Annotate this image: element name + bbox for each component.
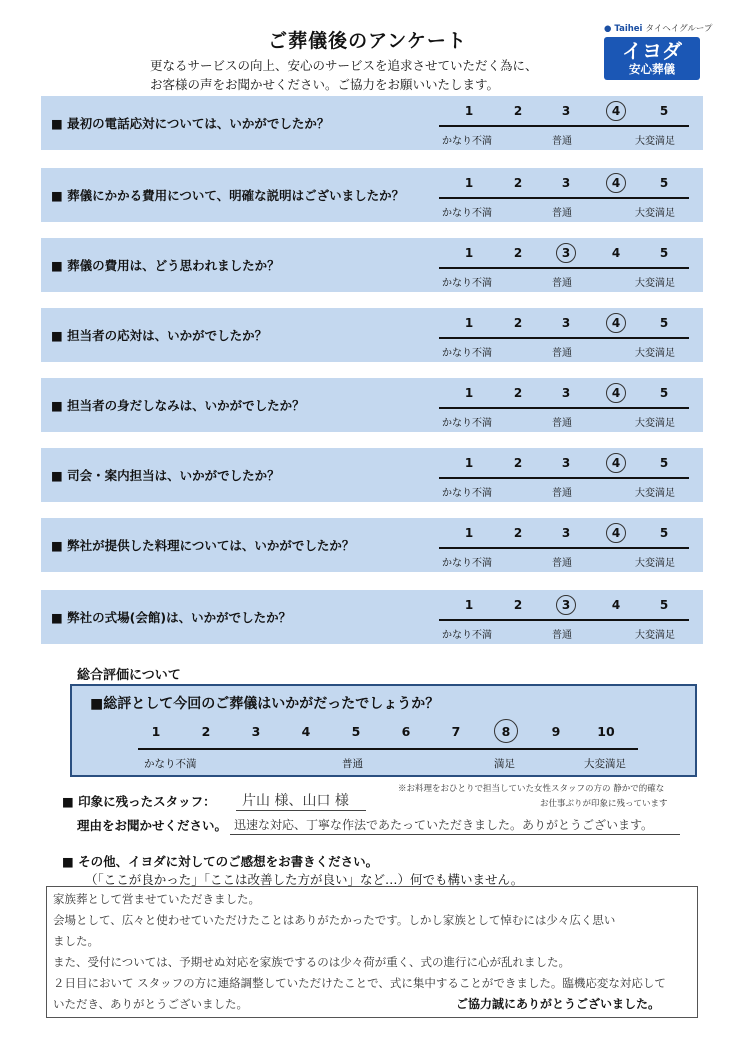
overall-option-5[interactable]: 5 — [351, 724, 361, 739]
comment-line: また、受付については、予期せぬ対応を家族でするのは少々荷が重く、式の進行に心が乱れました。 — [53, 955, 571, 969]
rating-scale — [439, 378, 689, 432]
intro-line-2: お客様の声をお聞かせください。ご協力をお願いいたします。 — [150, 77, 500, 92]
rating-option-5[interactable]: 5 — [659, 526, 669, 540]
scale-line — [439, 125, 689, 127]
question-text: ■ 担当者の身だしなみは、いかがでしたか？ — [51, 398, 305, 413]
page-title: ご葬儀後のアンケート — [268, 30, 467, 52]
scale-line — [439, 197, 689, 199]
selected-circle-icon — [606, 453, 626, 473]
question-text: ■ 葬儀の費用は、どう思われましたか？ — [51, 258, 280, 273]
question-row — [41, 448, 703, 502]
rating-option-3[interactable]: 3 — [561, 598, 571, 612]
intro-line-1: 更なるサービスの向上、安心のサービスを追求させていただく為に、 — [150, 58, 538, 73]
scale-label-low: かなり不満 — [442, 136, 492, 147]
question-row — [41, 518, 703, 572]
brand-sub: 安心葬儀 — [629, 62, 675, 76]
rating-scale — [439, 448, 689, 502]
rating-option-1[interactable]: 1 — [464, 246, 474, 260]
rating-option-4[interactable]: 4 — [611, 598, 621, 612]
rating-option-4[interactable]: 4 — [611, 104, 621, 118]
rating-option-5[interactable]: 5 — [659, 598, 669, 612]
scale-label-mid: 普通 — [552, 348, 572, 359]
rating-option-4[interactable]: 4 — [611, 176, 621, 190]
question-row — [41, 378, 703, 432]
scale-line — [439, 619, 689, 621]
rating-option-2[interactable]: 2 — [513, 104, 523, 118]
overall-option-6[interactable]: 6 — [401, 724, 411, 739]
rating-option-3[interactable]: 3 — [561, 456, 571, 470]
scale-line — [439, 477, 689, 479]
rating-option-2[interactable]: 2 — [513, 246, 523, 260]
rating-scale — [439, 590, 689, 644]
scale-label-high: 大変満足 — [635, 278, 675, 289]
rating-option-5[interactable]: 5 — [659, 176, 669, 190]
question-row — [41, 96, 703, 150]
rating-option-1[interactable]: 1 — [464, 104, 474, 118]
selected-circle-icon — [606, 523, 626, 543]
scale-line — [439, 267, 689, 269]
taihei-logo-icon: ● — [604, 24, 612, 34]
question-row — [41, 590, 703, 644]
question-text: ■ 最初の電話応対については、いかがでしたか？ — [51, 116, 330, 131]
rating-scale — [439, 96, 689, 150]
selected-circle-icon — [606, 383, 626, 403]
comment-line: 会場として、広々と使わせていただけたことはありがたかったです。しかし家族として悼むには少々広く思い — [53, 913, 616, 927]
scale-label-mid: 普通 — [552, 488, 572, 499]
rating-scale — [439, 168, 689, 222]
overall-label-high: 大変満足 — [584, 758, 626, 770]
scale-label-low: かなり不満 — [442, 278, 492, 289]
overall-option-3[interactable]: 3 — [251, 724, 261, 739]
scale-line — [439, 547, 689, 549]
scale-label-mid: 普通 — [552, 630, 572, 641]
staff-underline — [236, 810, 366, 811]
scale-label-low: かなり不満 — [442, 208, 492, 219]
selected-circle-icon — [606, 173, 626, 193]
scale-line — [439, 337, 689, 339]
rating-option-3[interactable]: 3 — [561, 246, 571, 260]
comments-label: ■ その他、イヨダに対してのご感想をお書きください。 — [62, 854, 379, 869]
rating-option-2[interactable]: 2 — [513, 598, 523, 612]
rating-option-1[interactable]: 1 — [464, 176, 474, 190]
overall-option-10[interactable]: 10 — [597, 724, 615, 739]
brand-badge — [604, 37, 700, 80]
brand-logo — [604, 22, 713, 80]
overall-label-low: かなり不満 — [144, 758, 197, 770]
rating-option-5[interactable]: 5 — [659, 104, 669, 118]
question-text: ■ 葬儀にかかる費用について、明確な説明はございましたか？ — [51, 188, 405, 203]
rating-option-3[interactable]: 3 — [561, 316, 571, 330]
question-row — [41, 168, 703, 222]
overall-label-mid: 普通 — [342, 758, 363, 770]
rating-scale — [439, 308, 689, 362]
overall-scale-line — [138, 748, 638, 750]
staff-note-line-2: お仕事ぶりが印象に残っています — [540, 799, 668, 809]
selected-circle-icon — [494, 719, 518, 743]
rating-option-2[interactable]: 2 — [513, 316, 523, 330]
selected-circle-icon — [556, 595, 576, 615]
scale-label-low: かなり不満 — [442, 348, 492, 359]
rating-option-5[interactable]: 5 — [659, 316, 669, 330]
reason-underline — [230, 834, 680, 835]
question-text: ■ 弊社が提供した料理については、いかがでしたか？ — [51, 538, 355, 553]
rating-option-3[interactable]: 3 — [561, 386, 571, 400]
comment-line: ました。 — [53, 934, 99, 948]
rating-option-3[interactable]: 3 — [561, 176, 571, 190]
intro-text — [150, 56, 590, 94]
selected-circle-icon — [556, 243, 576, 263]
overall-box — [70, 684, 697, 777]
scale-label-high: 大変満足 — [635, 630, 675, 641]
rating-option-1[interactable]: 1 — [464, 526, 474, 540]
scale-label-mid: 普通 — [552, 558, 572, 569]
overall-question: ■総評として今回のご葬儀はいかがだったでしょうか？ — [90, 696, 440, 712]
brand-group: ● Taihei タイヘイグループ — [604, 24, 713, 34]
overall-option-9[interactable]: 9 — [551, 724, 561, 739]
question-text: ■ 司会・案内担当は、いかがでしたか？ — [51, 468, 280, 483]
scale-label-high: 大変満足 — [635, 348, 675, 359]
question-row — [41, 308, 703, 362]
scale-label-low: かなり不満 — [442, 418, 492, 429]
comments-hint: （「ここが良かった」「ここは改善した方が良い」など…）何でも構いません。 — [85, 872, 524, 887]
scale-label-low: かなり不満 — [442, 630, 492, 641]
rating-option-4[interactable]: 4 — [611, 316, 621, 330]
overall-option-1[interactable]: 1 — [151, 724, 161, 739]
selected-circle-icon — [606, 101, 626, 121]
rating-option-4[interactable]: 4 — [611, 386, 621, 400]
scale-label-mid: 普通 — [552, 418, 572, 429]
overall-option-2[interactable]: 2 — [201, 724, 211, 739]
rating-option-1[interactable]: 1 — [464, 316, 474, 330]
overall-option-4[interactable]: 4 — [301, 724, 311, 739]
rating-option-1[interactable]: 1 — [464, 456, 474, 470]
rating-option-4[interactable]: 4 — [611, 526, 621, 540]
rating-option-2[interactable]: 2 — [513, 386, 523, 400]
rating-option-2[interactable]: 2 — [513, 526, 523, 540]
rating-option-5[interactable]: 5 — [659, 456, 669, 470]
scale-label-high: 大変満足 — [635, 558, 675, 569]
rating-option-3[interactable]: 3 — [561, 526, 571, 540]
comment-line: いただき、ありがとうございました。 — [53, 997, 249, 1011]
overall-option-8[interactable]: 8 — [501, 724, 511, 739]
rating-option-5[interactable]: 5 — [659, 246, 669, 260]
reason-value: 迅速な対応、丁寧な作法であたっていただきました。ありがとうございます。 — [234, 818, 654, 832]
comment-line: 家族葬として営ませていただきました。 — [53, 892, 260, 906]
rating-option-2[interactable]: 2 — [513, 456, 523, 470]
scale-label-mid: 普通 — [552, 208, 572, 219]
question-text: ■ 担当者の応対は、いかがでしたか？ — [51, 328, 268, 343]
scale-label-high: 大変満足 — [635, 418, 675, 429]
staff-label: ■ 印象に残ったスタッフ： — [62, 794, 216, 809]
rating-option-4[interactable]: 4 — [611, 456, 621, 470]
scale-line — [439, 407, 689, 409]
scale-label-high: 大変満足 — [635, 488, 675, 499]
scale-label-mid: 普通 — [552, 278, 572, 289]
staff-value: 片山 様、山口 様 — [242, 793, 349, 809]
scale-label-high: 大変満足 — [635, 208, 675, 219]
overall-section-title: 総合評価について — [77, 668, 181, 683]
reason-label: 理由をお聞かせください。 — [77, 818, 228, 833]
selected-circle-icon — [606, 313, 626, 333]
staff-note-line-1: ※お料理をおひとりで担当していた女性スタッフの方の 静かで的確な — [398, 784, 665, 794]
scale-label-mid: 普通 — [552, 136, 572, 147]
rating-option-1[interactable]: 1 — [464, 386, 474, 400]
brand-name: イヨダ — [622, 39, 682, 63]
rating-scale — [439, 518, 689, 572]
question-row — [41, 238, 703, 292]
overall-label-good: 満足 — [494, 758, 515, 770]
comment-line: ２日目において スタッフの方に連絡調整していただけたことで、式に集中することができました。臨機応変な対応して — [53, 976, 666, 990]
overall-option-7[interactable]: 7 — [451, 724, 461, 739]
scale-label-high: 大変満足 — [635, 136, 675, 147]
scale-label-low: かなり不満 — [442, 488, 492, 499]
rating-scale — [439, 238, 689, 292]
rating-option-4[interactable]: 4 — [611, 246, 621, 260]
scale-label-low: かなり不満 — [442, 558, 492, 569]
rating-option-5[interactable]: 5 — [659, 386, 669, 400]
rating-option-1[interactable]: 1 — [464, 598, 474, 612]
question-text: ■ 弊社の式場(会館)は、いかがでしたか？ — [51, 610, 292, 625]
thanks-text: ご協力誠にありがとうございました。 — [452, 995, 664, 1012]
rating-option-2[interactable]: 2 — [513, 176, 523, 190]
rating-option-3[interactable]: 3 — [561, 104, 571, 118]
